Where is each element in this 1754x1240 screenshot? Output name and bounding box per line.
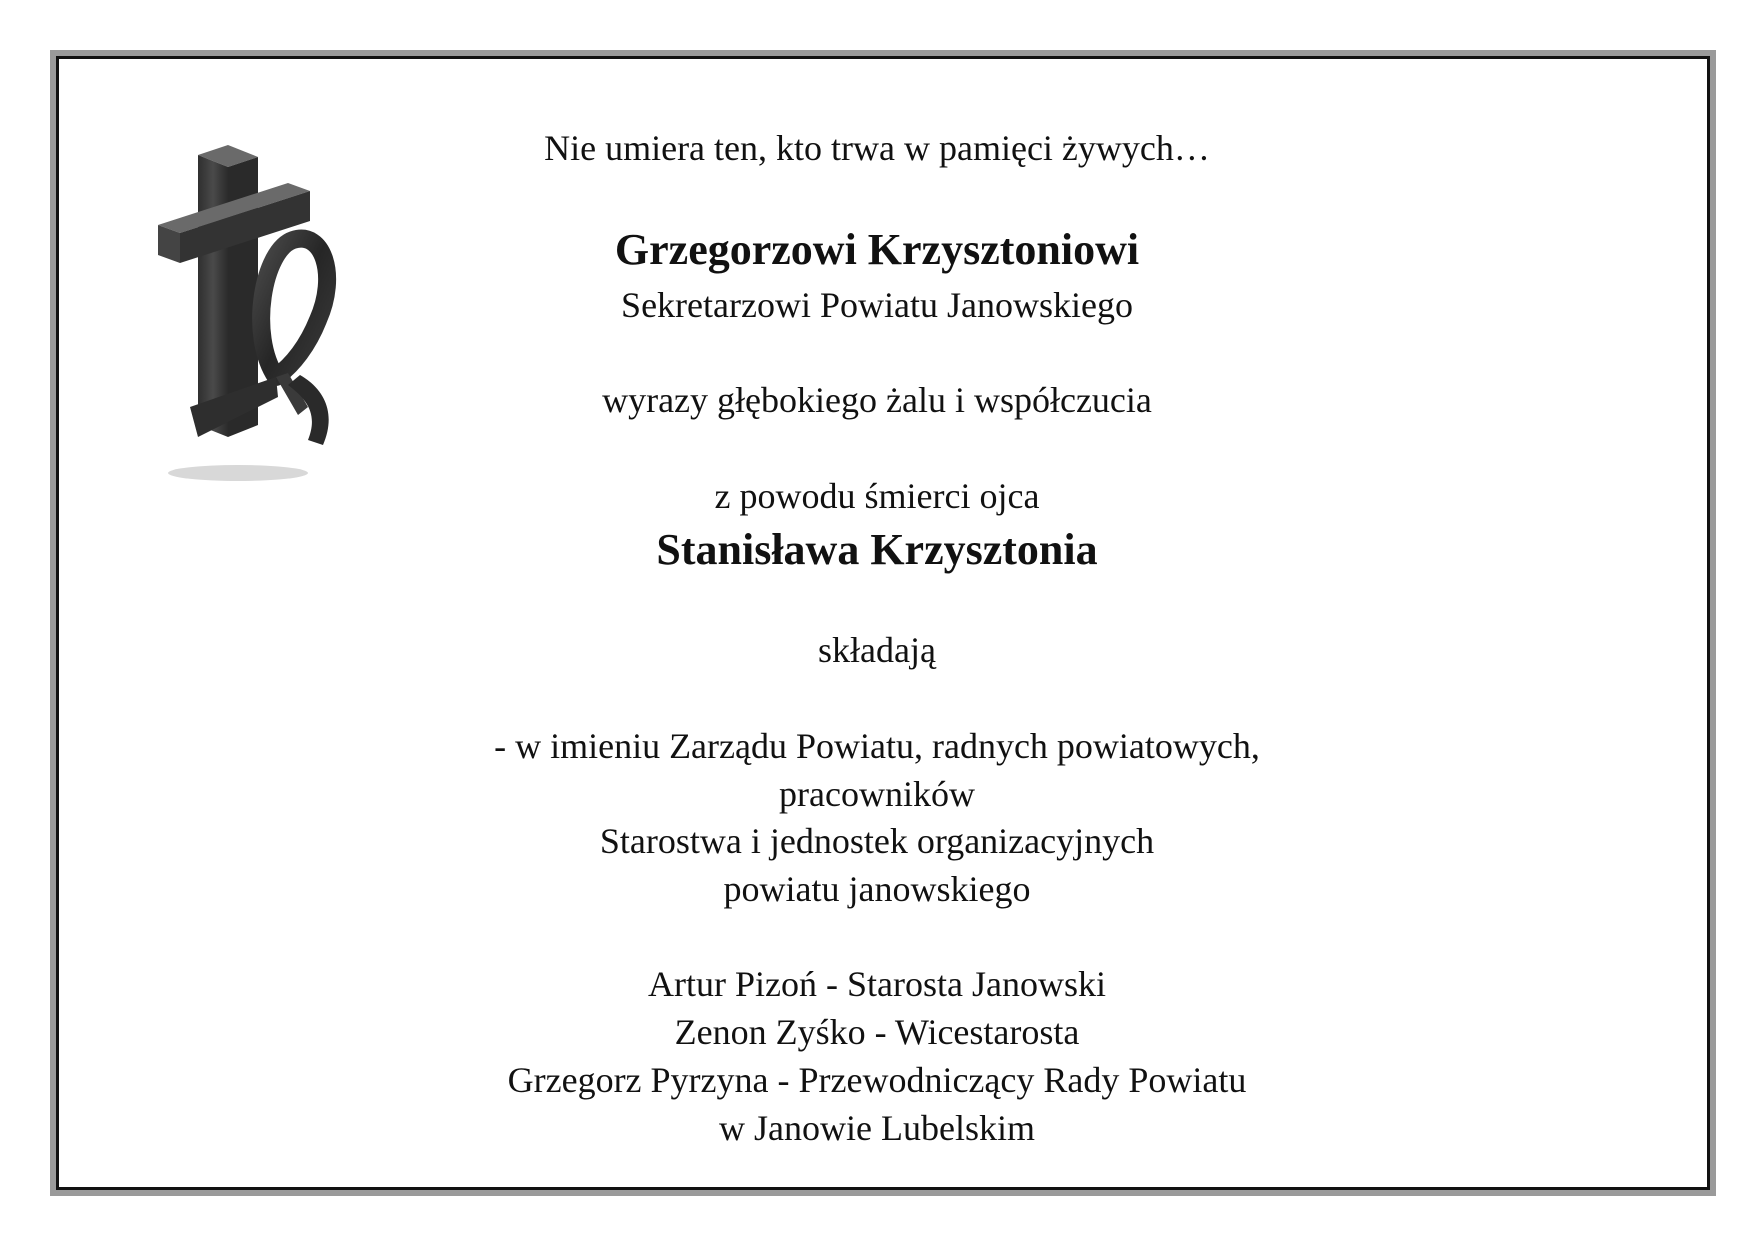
recipient-name: Grzegorzowi Krzysztoniowi bbox=[614, 225, 1140, 274]
condolence-text: wyrazy głębokiego żalu i współczucia bbox=[602, 380, 1152, 420]
motto: Nie umiera ten, kto trwa w pamięci żywych… bbox=[544, 128, 1210, 168]
deceased-name: Stanisława Krzysztonia bbox=[656, 525, 1098, 574]
on-behalf-line: powiatu janowskiego bbox=[723, 869, 1031, 909]
recipient-title: Sekretarzowi Powiatu Janowskiego bbox=[621, 285, 1133, 325]
signatory-line: Artur Pizoń - Starosta Janowski bbox=[648, 964, 1106, 1004]
reason-text: z powodu śmierci ojca bbox=[714, 476, 1040, 516]
on-behalf-line: pracowników bbox=[779, 774, 975, 814]
on-behalf-line: - w imieniu Zarządu Powiatu, radnych powiatowych, bbox=[494, 726, 1260, 766]
signatory-line: Zenon Zyśko - Wicestarosta bbox=[674, 1012, 1080, 1052]
signatory-line: Grzegorz Pyrzyna - Przewodniczący Rady Powiatu bbox=[507, 1060, 1247, 1100]
verb-text: składają bbox=[818, 630, 936, 670]
signatory-line: w Janowie Lubelskim bbox=[719, 1108, 1035, 1148]
on-behalf-line: Starostwa i jednostek organizacyjnych bbox=[599, 821, 1155, 861]
